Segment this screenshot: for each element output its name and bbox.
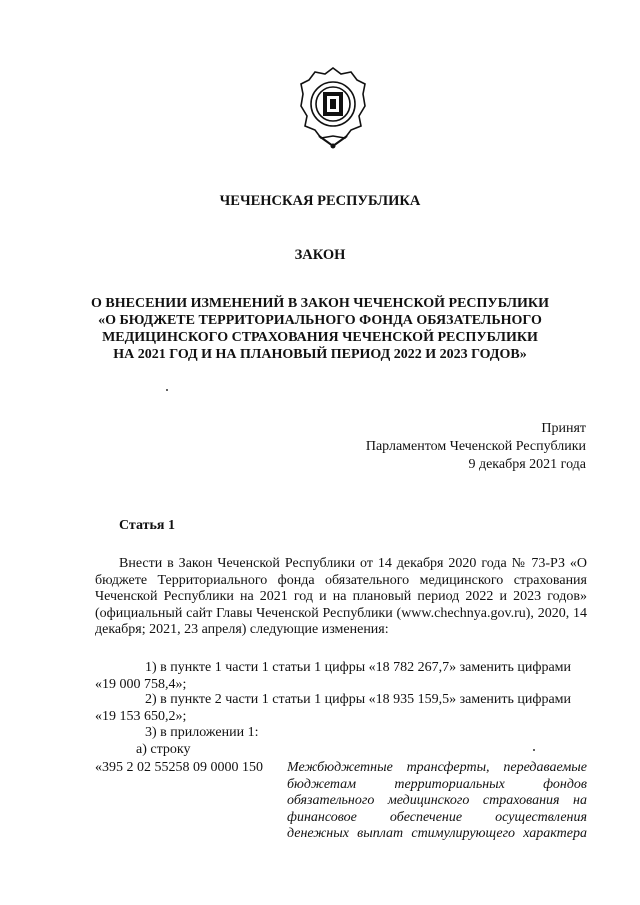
scan-speck [533, 749, 535, 751]
law-title [0, 295, 640, 363]
article-intro-paragraph: Внести в Закон Чеченской Республики от 14 декабря 2020 года № 73-РЗ «О бюджете Территориального фонда обязательного медицинского страхования Чеченской Республики на 2021 год и на плановый период 2022 и 2023 годов» (официальный сайт Главы Чеченской Республики (www.chechnya.gov.ru), 2020, 14 декабря; 2021, 23 апреля) следующие изменения: [95, 556, 587, 637]
description-line: финансовое обеспечение осуществления [287, 809, 587, 825]
republic-heading: ЧЕЧЕНСКАЯ РЕСПУБЛИКА [219, 193, 421, 209]
law-title-line: МЕДИЦИНСКОГО СТРАХОВАНИЯ ЧЕЧЕНСКОЙ РЕСПУБЛИКИ [102, 330, 538, 345]
description-line: обязательного медицинского страхования на [287, 793, 587, 808]
description-line: бюджетам территориальных фондов [287, 776, 587, 792]
adoption-block [366, 420, 586, 474]
description-line: Межбюджетные трансферты, передаваемые [287, 760, 587, 775]
description-line: денежных выплат стимулирующего характера [287, 826, 587, 841]
adoption-body: Парламентом Чеченской Республики [365, 439, 586, 454]
amendment-item-3: 3) в приложении 1: [145, 725, 259, 740]
adoption-label: Принят [541, 421, 586, 436]
law-title-line: «О БЮДЖЕТЕ ТЕРРИТОРИАЛЬНОГО ФОНДА ОБЯЗАТЕЛЬНОГО [98, 313, 542, 328]
adoption-date: 9 декабря 2021 года [468, 457, 586, 472]
law-title-line: О ВНЕСЕНИИ ИЗМЕНЕНИЙ В ЗАКОН ЧЕЧЕНСКОЙ РЕСПУБЛИКИ [91, 296, 549, 311]
chechen-republic-coat-of-arms-icon [299, 66, 367, 150]
amendment-item-2: 2) в пункте 2 части 1 статьи 1 цифры «18 935 159,5» заменить цифрами «19 153 650,2»; [95, 692, 572, 724]
article-heading: Статья 1 [119, 518, 175, 533]
budget-classification-code: «395 2 02 55258 09 0000 150 [95, 760, 263, 775]
amendment-item-1: 1) в пункте 1 части 1 статьи 1 цифры «18 782 267,7» заменить цифрами «19 000 758,4»; [95, 660, 572, 692]
law-title-line: НА 2021 ГОД И НА ПЛАНОВЫЙ ПЕРИОД 2022 И 2023 ГОДОВ» [113, 347, 527, 362]
budget-row-description [287, 760, 587, 843]
amendment-subitem-a: а) строку [136, 742, 191, 757]
document-type: ЗАКОН [294, 247, 346, 263]
scan-speck [166, 389, 168, 391]
